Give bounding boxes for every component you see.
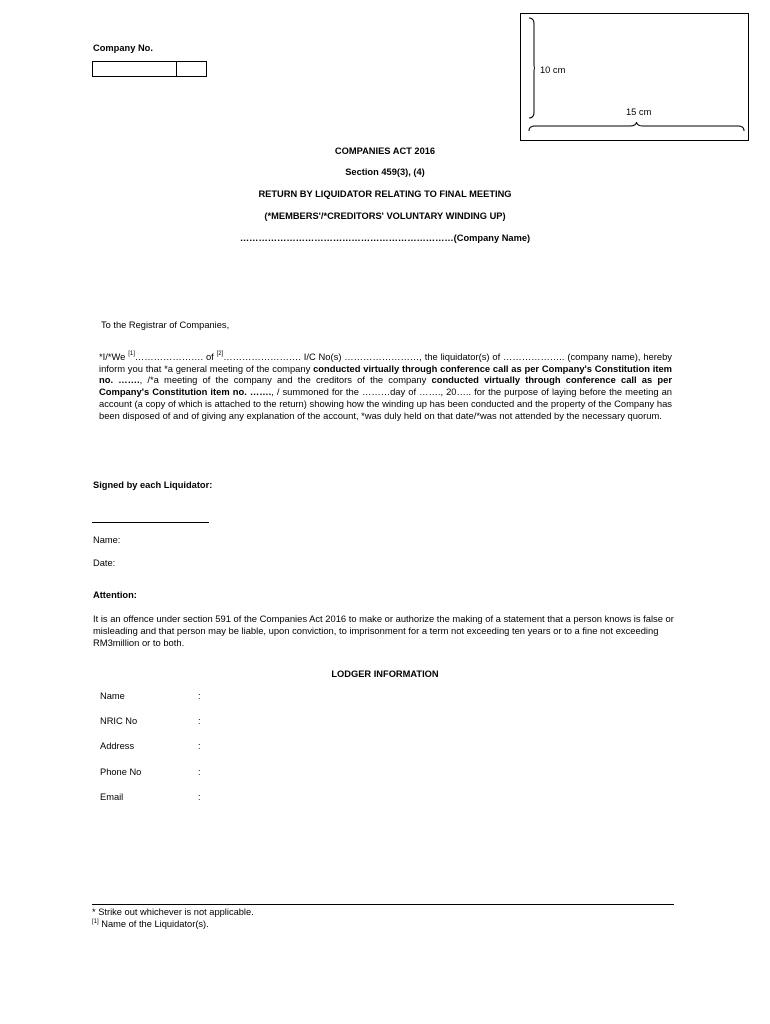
lodger-label: Email: [100, 792, 124, 802]
section-ref: Section 459(3), (4): [345, 167, 425, 177]
lodger-heading: LODGER INFORMATION: [331, 669, 439, 679]
act-title: COMPANIES ACT 2016: [334, 146, 436, 156]
height-dimension-bracket: [529, 18, 535, 118]
company-no-field[interactable]: [92, 61, 207, 77]
lodger-colon: :: [198, 716, 201, 726]
name-label: Name:: [93, 535, 121, 545]
footnote-strike-out: * Strike out whichever is not applicable.: [92, 907, 254, 917]
form-title: RETURN BY LIQUIDATOR RELATING TO FINAL MEETING: [258, 189, 512, 199]
date-label: Date:: [93, 558, 116, 568]
lodger-row-phone: [100, 767, 300, 780]
lodger-label: Address: [100, 741, 135, 751]
attention-heading: Attention:: [93, 590, 137, 600]
footnote-divider: [92, 904, 674, 905]
company-name-line: ……………………………………………………………(Company Name): [239, 233, 531, 243]
lodger-row-email: [100, 792, 300, 805]
form-subtitle: (*MEMBERS'/*CREDITORS' VOLUNTARY WINDING UP): [264, 211, 506, 221]
width-dimension-bracket: [529, 122, 744, 132]
lodger-colon: :: [198, 767, 201, 777]
company-no-label: Company No.: [93, 43, 153, 53]
lodger-row-nric: [100, 716, 300, 729]
lodger-row-name: [100, 691, 300, 704]
declaration-paragraph: *I/*We [1]…………………. of [2]……………………. I/C No(s) ……………………, the liquidator(s) of ……………….. (company name), hereby inform you that *a general meeting of the company conducted virtually through conference call as per Company's Constitution item no. ……., /*a meeting of the company and the creditors of the company conducted virtually through conference call as per Company's Constitution item no. ……., / summoned for the ………day of ……., 20….. for the purpose of laying before the meeting an account (a copy of which is attached to the return) showing how the winding up has been conducted and the property of the Company has been disposed of and of giving any explanation of the account, *was duly held on that date/*was not attended by the necessary quorum.: [99, 351, 672, 421]
lodger-label: NRIC No: [100, 716, 138, 726]
lodger-label: Phone No: [100, 767, 142, 777]
photo-height-label: 10 cm: [540, 65, 566, 75]
addressee: To the Registrar of Companies,: [101, 320, 230, 330]
lodger-colon: :: [198, 792, 201, 802]
lodger-label: Name: [100, 691, 125, 701]
lodger-colon: :: [198, 691, 201, 701]
footnote-liquidator-name: [1] Name of the Liquidator(s).: [92, 919, 209, 929]
attention-text: It is an offence under section 591 of the Companies Act 2016 to make or authorize the making of a statement that a person knows is false or misleading and that person may be liable, upon conviction, to imprisonment for a term not exceeding ten years or to a fine not exceeding RM3million or to both.: [93, 613, 674, 648]
lodger-colon: :: [198, 741, 201, 751]
lodger-row-address: [100, 741, 300, 754]
signature-line[interactable]: [92, 522, 209, 523]
photo-width-label: 15 cm: [626, 107, 652, 117]
signed-label: Signed by each Liquidator:: [93, 480, 213, 490]
